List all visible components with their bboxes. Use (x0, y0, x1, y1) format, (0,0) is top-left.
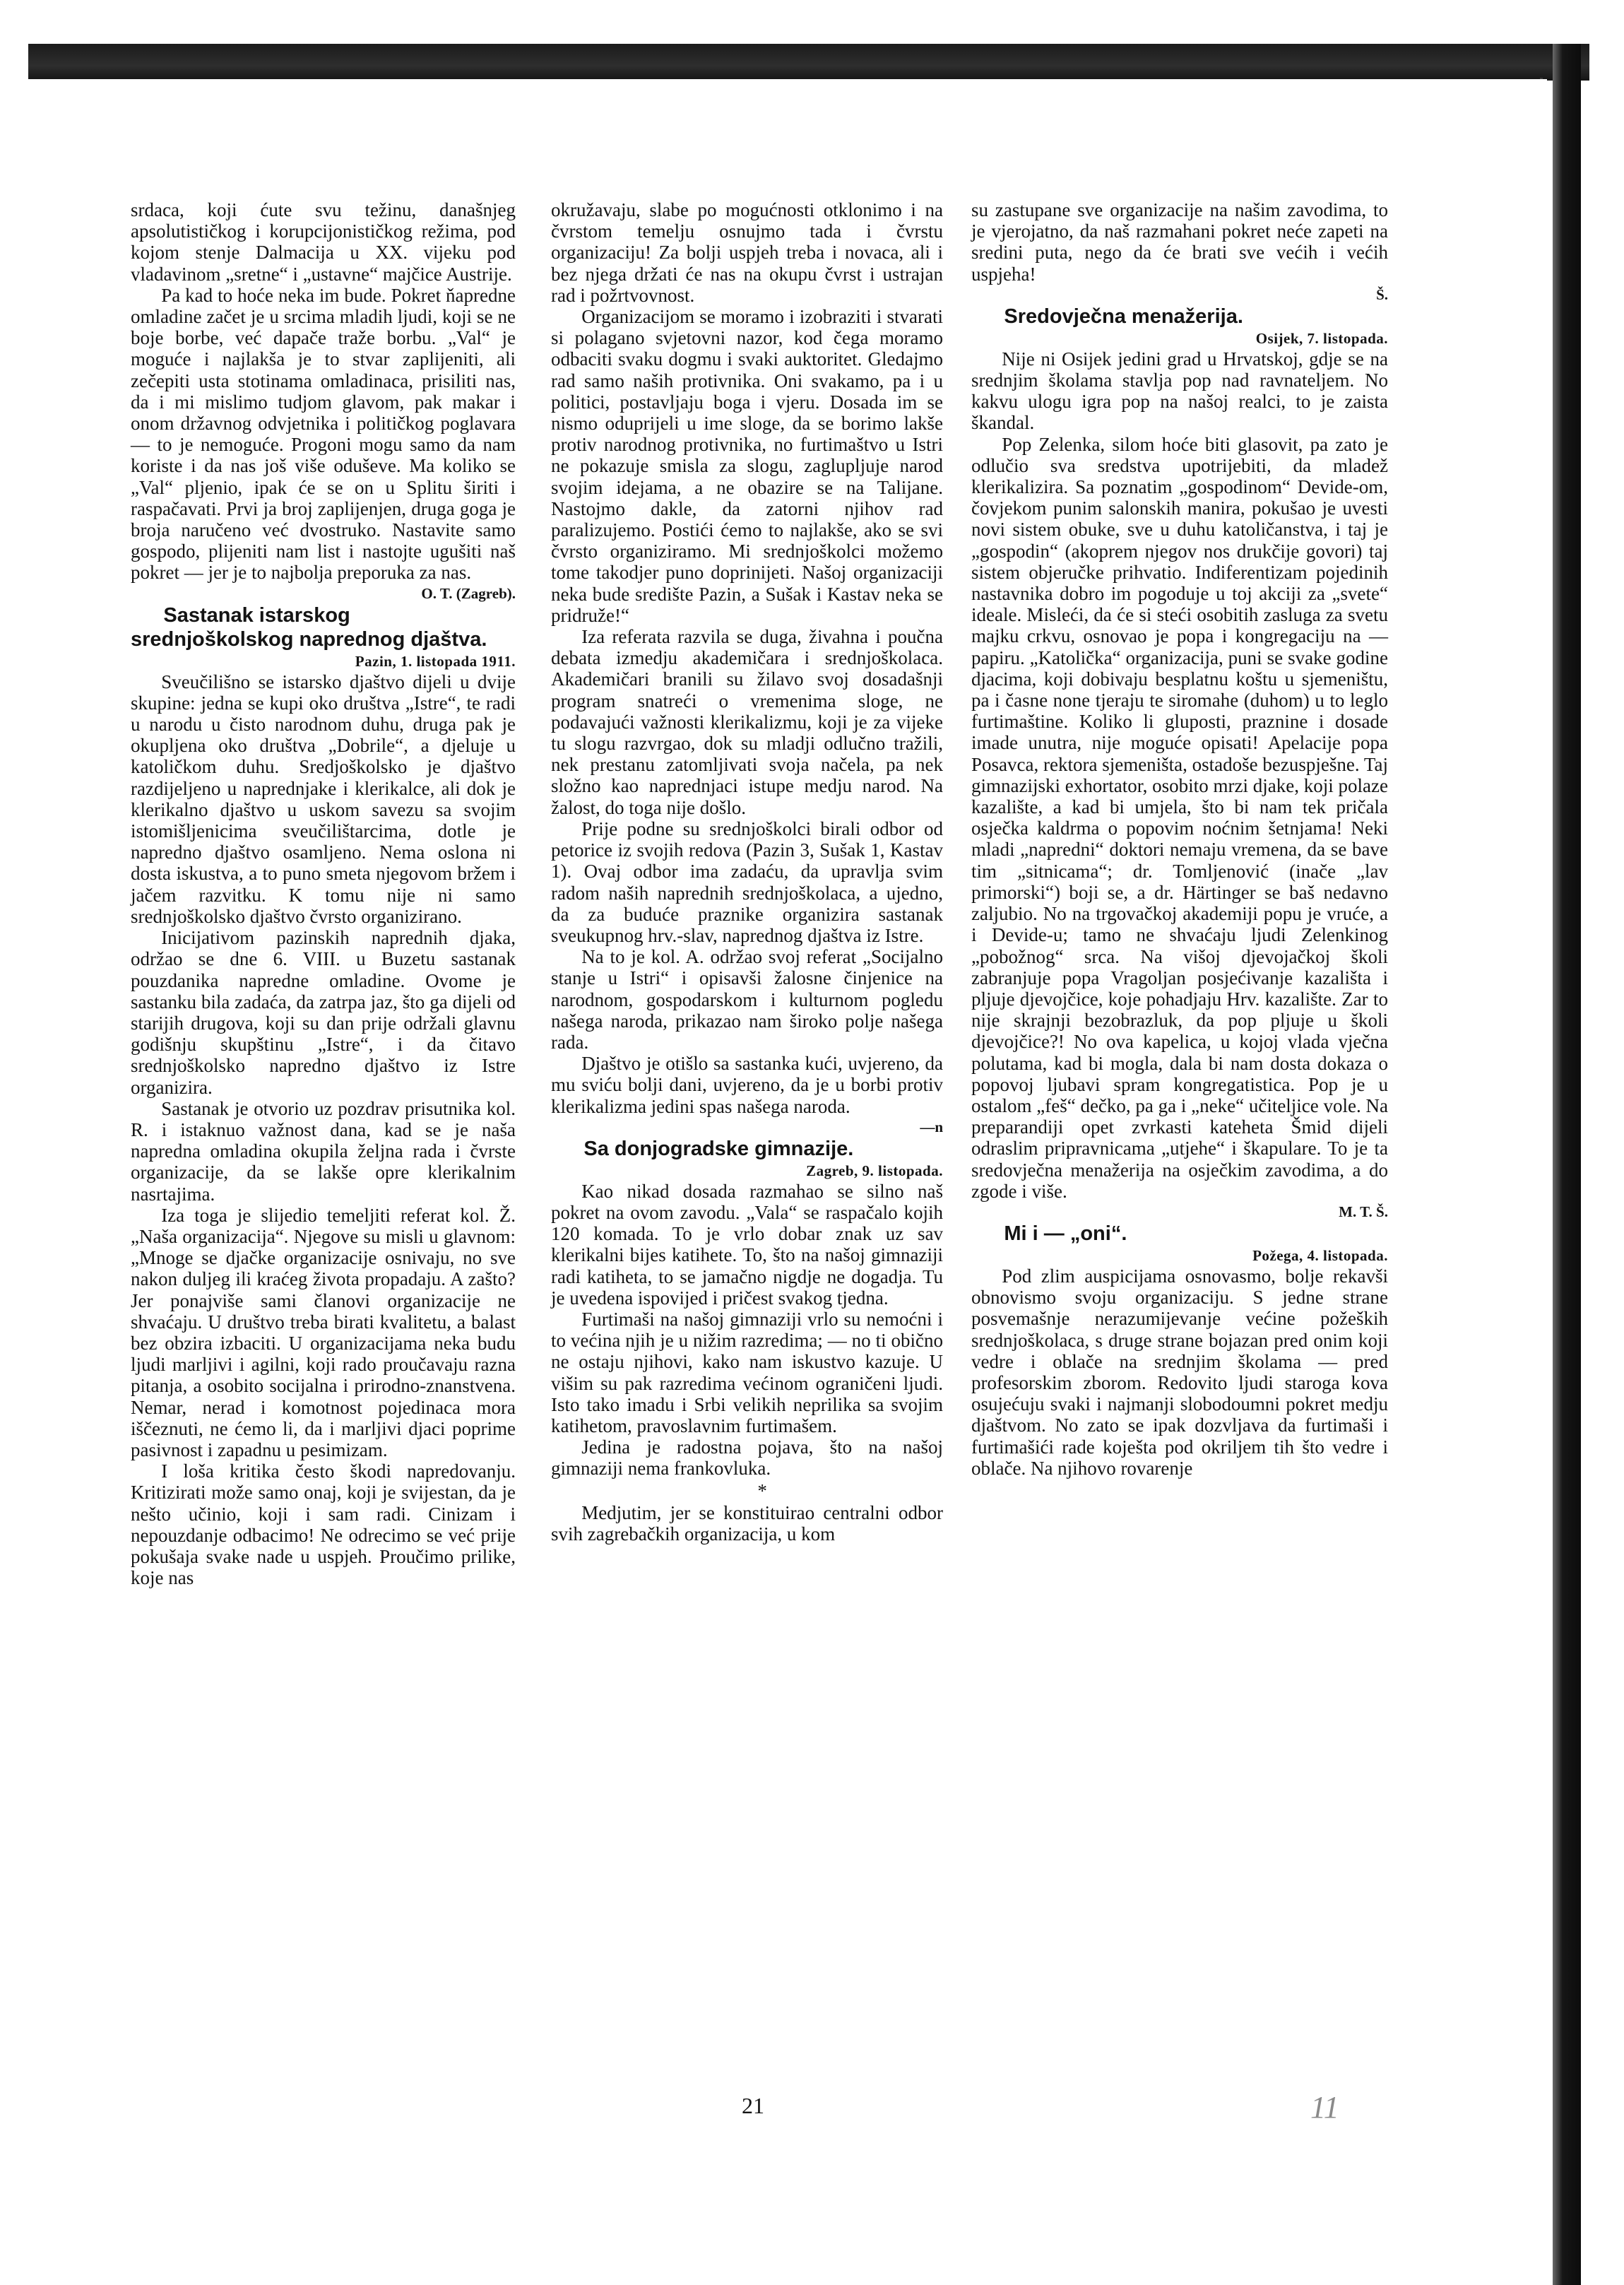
article-paragraph: Pop Zelenka, silom hoće biti glasovit, pa zato je odlučio sva sredstva upotrijebiti, da mladež klerikalizira. Sa poznatim „gospodinom“ Devide-om, čovjekom punim salonskih manira, pokušao je uvesti novi sistem obuke, sve u duhu katoličanstva, i taj je „gospodin“ (akoprem njegov nos drukčije govori) taj sistem objeručke prihvatio. Indiferentizam pojedinih nastavnika dobro im pogoduje u toj akciji za „svete“ ideale. Misleći, da će si steći osobitih zasluga za svetu majku crkvu, osnovao je popa i kongregaciju na — papiru. „Katolička“ organizacija, puni se svake godine djacima, koji dobivaju besplatnu koštu u sjemeništu, pa i časne none tjeraju te siromahe (duhom) u to leglo furtimaštine. Koliko li gluposti, praznine i dosade imade unutra, nije moguće opisati! Apelacije popa Posavca, rektora sjemeništa, ostadoše bezuspješne. Taj gimnazijski exhortator, osobito mrzi djake, koji polaze kazalište, a kad bi umjela, što bi nam tek pričala osječka kaldrma o popovim noćnim šetnjama! Neki mladi „napredni“ doktori nemaju vremena, da se bave tim „sitnicama“; dr. Tomljenović (inače „lav primorski“) boji se, a dr. Härtinger se baš nedavno zaljubio. No na trgovačkoj akademiji popu je vruće, a i Devide-u; tamo ne shvaćaju ljudi Zelenkinog „pobožnog“ srca. Na višoj djevojačkoj školi zabranjuje popa Vragoljan posjećivanje kazališta i pljuje djevojčice, koje pohadjaju Hrv. kazalište. Zar to nije skrajnji bezobrazluk, da pop pljuje u školi djevojčice?! No ova kapelica, u kojoj vlada vječna polutama, kad bi mogla, dala bi nam dosta dokaza o popovoj ljubavi spram kongregatistica. Pop je u ostalom „feš“ dečko, pa ga i „neke“ učiteljice vole. Na preparandiji opet zvrkasti kateheta Šmid dijeli odraslim pripravnicama „utjehe“ i škapulare. To je ta sredovječna menažerija na osječkim zavodima, a do zgode i više. (971, 433, 1388, 1202)
article-paragraph: Kao nikad dosada razmahao se silno naš pokret na ovom zavodu. „Vala“ se raspačalo kojih 120 komada. To je vrlo dobar znak uz sav klerikalni bijes katihete. To, što na našoj gimnaziji radi katiheta, to se jamačno nigdje ne dogadja. Tu je uvedena ispovijed i pričest svakog tjedna. (551, 1180, 943, 1309)
article-paragraph: Organizacijom se moramo i izobraziti i stvarati si polagano svjetovni nazor, kod čega moramo odbaciti svaku dogmu i svaki auktoritet. Gledajmo rad samo naših protivnika. Oni svakamo, pa i u politici, postavljaju boga i vjeru. Dosada im se nismo oduprijeli u ime sloge, da se borimo lakše protiv narodnog protivnika, no furtimaštvo u Istri ne pokazuje smisla za slogu, zaglupljuje narod svojim idejama, a ne obazire se na Talijane. Nastojmo dakle, da zatorni njihov rad paralizujemo. Postići ćemo to najlakše, ako se svi čvrsto organiziramo. Mi srednjoškolci možemo tome takodjer puno doprinijeti. Našoj organizaciji neka bude središte Pazin, a Sušak i Kastav neka se pridruže!“ (551, 306, 943, 626)
section-divider: * (757, 1480, 767, 1501)
article-paragraph: Jedina je radostna pojava, što na našoj gimnaziji nema frankovluka. (551, 1436, 943, 1480)
article-paragraph: Inicijativom pazinskih naprednih djaka, održao se dne 6. VIII. u Buzetu sastanak pouzdanika naprednе omladine. Ovome je sastanku bila zadaća, da zatrpa jaz, što ga dijeli od starijih drugova, koji su dan prije održali glavnu godišnju skupštinu „Istre“, i da čitavo srednjoškolsko napredno djaštvo iz Istre organizira. (131, 927, 516, 1098)
article-dateline: Požega, 4. listopada. (1252, 1246, 1388, 1264)
article-headline: Mi i — „oni“. (1004, 1222, 1127, 1245)
binding-edge-right (1553, 44, 1581, 2285)
article-paragraph: Furtimaši na našoj gimnaziji vrlo su nemoćni i to većina njih je u nižim razredima; — no ti obično ne ostaju njihovi, kako nam iskustvo kazuje. U višim su pak razredima većinom ograničeni ljudi. Isto tako imadu i Srbi velikih neprilika sa svojim katihetom, pravoslavnim furtimašem. (551, 1308, 943, 1436)
article-paragraph: Sveučilišno se istarsko djaštvo dijeli u dvije skupine: jedna se kupi oko društva „Istre“, te radi u narodu u čisto narodnom duhu, druga pak je okupljena oko društva „Dobrile“, a djeluje u katoličkom duhu. Sredjoškolsko je djaštvo razdijeljeno u naprednjake i klerikalce, ali dok je klerikalno djaštvo u uskom savezu sa svojim istomišljenicima sveučilištarcima, dotle je napredno djaštvo osamljeno. Nema oslona ni dosta iskustva, a to puno smeta njegovom bržem i jačem razvitku. K tomu nije ni samo srednjoškolsko djaštvo čvrsto organizirano. (131, 671, 516, 927)
article-paragraph: Iza toga je slijedio temeljiti referat kol. Ž. „Naša organizacija“. Njegove su misli u glavnom: „Mnoge se djačke organizacije osnivaju, no sve nakon duljeg ili kraćeg života propadaju. A zašto? Jer ponajviše sami članovi organizacije ne shvaćaju. U društvo treba birati kvalitetu, a balast bez obzira izbaciti. U organizacijama neka budu ljudi marljivi i agilni, koji rado proučavaju razna pitanja, a osobito socijalna i prirodno-znanstvena. Nemar, nerad i komotnost pojedinaca mora iščeznuti, ne ćemo li, da i marljivi djaci poprime pasivnost i zapadnu u pesimizam. (131, 1204, 516, 1460)
article-paragraph: su zastupane sve organizacije na našim zavodima, to je vjerojatno, da naš razmahani pokret neće zapeti na sredini puta, nego da će brati sve većih i većih uspjeha! (971, 199, 1388, 285)
article-signature: —n (920, 1118, 943, 1135)
article-paragraph: Sastanak je otvorio uz pozdrav prisutnika kol. R. i istaknuo važnost dana, kad se je naša napredna omladina okupila željna rada i čvrste organizacije, da se lakše opre klerikalnim nasrtajima. (131, 1097, 516, 1205)
text-column-3 (971, 199, 1388, 1479)
article-paragraph: Iza referata razvila se duga, živahna i poučna debata izmedju akademičara i srednjoškolaca. Akademičari branili su žilavo svoj dosadašnji program snatreći o vremenima sloge, ne podavajući važnosti klerikalizmu, koji je za vijeke tu slogu razvrgao, dok su mladji odlučno tražili, nek prestanu zatomljivati svoja načela, pa nek složno kao naprednjaci istupe medju narod. Na žalost, do toga nije došlo. (551, 626, 943, 818)
article-headline: Sredovječna menažerija. (1004, 305, 1243, 328)
article-paragraph: Na to je kol. A. održao svoj referat „Socijalno stanje u Istri“ i opisavši žalosne činjenice na narodnom, gospodarskom i kulturnom pogledu našega naroda, prikazao nam široko polje našega rada. (551, 946, 943, 1053)
article-paragraph: srdaca, koji ćute svu težinu, današnjeg apsolutističkog i korupcijonističkog režima, pod kojom stenje Dalmacija u XX. vijeku pod vladavinom „sretne“ i „ustavne“ majčice Austrije. (131, 199, 516, 285)
article-paragraph: I loša kritika često škodi napredovanju. Kritizirati može samo onaj, koji je svijestan, da je nešto učinio, koji i sam radi. Cinizam i nepouzdanje odbacimo! Ne odrecimo se već prije pokušaja svake nade u uspjeh. Proučimo prilike, koje nas (131, 1460, 516, 1589)
article-signature: Š. (1376, 285, 1388, 303)
article-dateline: Pazin, 1. listopada 1911. (355, 652, 516, 670)
article-signature: M. T. Š. (1339, 1203, 1388, 1220)
article-paragraph: Pa kad to hoće neka im bude. Pokret ňapredne omladine začet je u srcima mladih ljudi, koji se ne boje borbe, već dapače traže borbu. „Val“ je moguće i najlakša je to stvar zaplijeniti, ali zečepiti usta stotinama omladinaca, prisiliti nas, da i mi mislimo tudjom glavom, pak makar i onom državnog odvjetnika i političkog poglavara — to je nemoguće. Progoni mogu samo da nam koriste i da nas još više oduševe. Ma koliko se „Val“ pljenio, ipak će se on u Splitu širiti i raspačavati. Prvi ja broj zaplijenjen, druga goga je broja naručeno već dvostruko. Nastavite samo gospodo, plijeniti nam list i nastojte ugušiti naš pokret — jer je to najbolja preporuka za nas. (131, 284, 516, 584)
article-paragraph: Pod zlim auspicijama osnovasmo, bolje rekavši obnovismo svoju organizaciju. S jedne strane posvemašnje nerazumijevanje većine požeških srednjoškolaca, s druge strane bojazan pred onim koji vedre i oblače na srednjim školama — pred profesorskim zborom. Redovito ljudi staroga kova osujećuju svaki i najmanji slobodoumni pokret medju djaštvom. No zato se ipak dozvljava da furtimaši i furtimašići rade koješta pod okriljem tih što vedre i oblače. Na njihovo rovarenje (971, 1265, 1388, 1479)
binding-edge-top (28, 44, 1589, 81)
newspaper-page (7, 79, 1547, 2285)
article-signature: O. T. (Zagreb). (421, 584, 516, 602)
pencil-annotation: 11 (1310, 2090, 1339, 2125)
article-paragraph: Djaštvo je otišlo sa sastanka kući, uvjereno, da mu sviću bolji dani, uvjereno, da je u borbi protiv klerikalizma jedini spas našega naroda. (551, 1053, 943, 1117)
article-paragraph: Nije ni Osijek jedini grad u Hrvatskoj, gdje se na srednjim školama stavlja pop nad ravnateljem. No kakvu ulogu igra pop na našoj realci, to je zaista škandal. (971, 348, 1388, 434)
article-paragraph: Medjutim, jer se konstituirao centralni odbor svih zagrebačkih organizacija, u kom (551, 1501, 943, 1545)
article-paragraph: okružavaju, slabe po mogućnosti otklonimo i na čvrstom temelju osnujmo tada i čvrstu organizaciju! Za bolji uspjeh treba i novaca, ali i bez njega držati će nas na okupu čvrst i ustrajan rad i požrtvovnost. (551, 199, 943, 306)
text-column-1 (131, 199, 516, 1588)
article-headline: Sa donjogradske gimnazije. (583, 1137, 854, 1160)
article-headline: Sastanak istarskog srednjoškolskog naprednog djaštva. (131, 603, 487, 651)
page-number: 21 (742, 2093, 764, 2118)
article-dateline: Zagreb, 9. listopada. (806, 1162, 943, 1179)
article-paragraph: Prije podne su srednjoškolci birali odbor od petorice iz svojih redova (Pazin 3, Sušak 1, Kastav 1). Ovaj odbor ima zadaću, da upravlja svim radom naših naprednih srednjoškolaca, a ujedno, da za buduće praznike organizira sastanak sveukupnog hrv.-slav, naprednog djaštva iz Istre. (551, 817, 943, 946)
text-column-2 (551, 199, 943, 1545)
article-dateline: Osijek, 7. listopada. (1255, 329, 1388, 347)
